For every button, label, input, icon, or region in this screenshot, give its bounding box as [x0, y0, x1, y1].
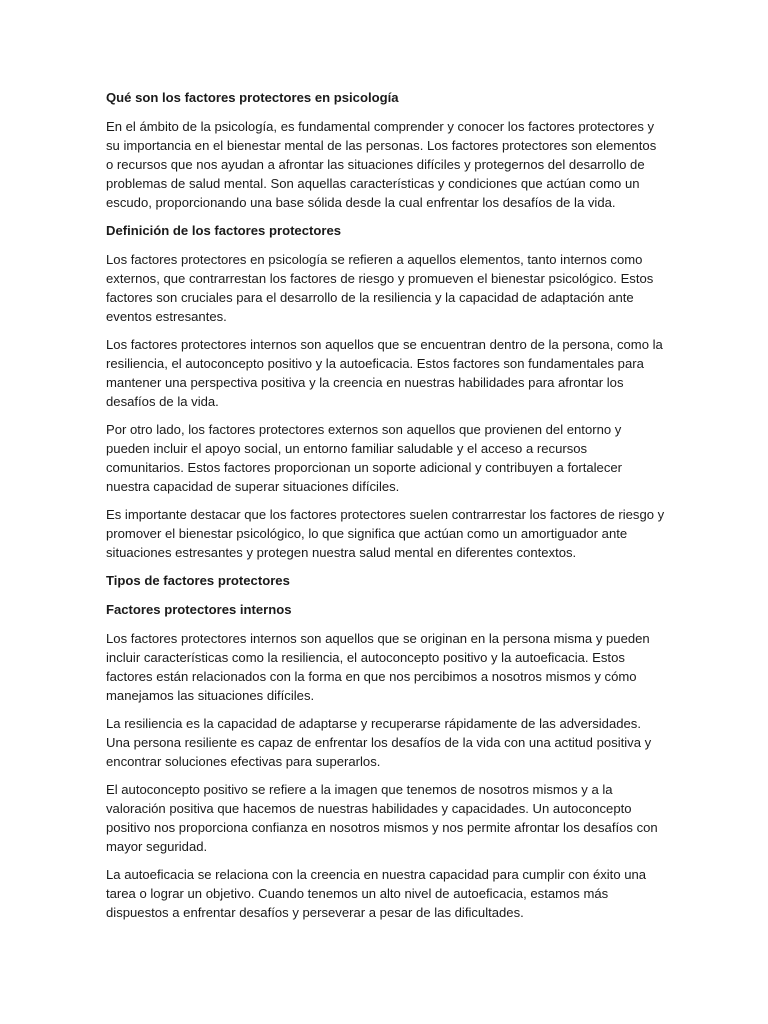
paragraph: En el ámbito de la psicología, es fundamental comprender y conocer los factores protectores y su importancia en el bienestar mental de las personas. Los factores protectores son elementos o recursos que nos ayudan a afrontar las situaciones difíciles y protegernos del desarrollo de problemas de salud mental. Son aquellas características y condiciones que actúan como un escudo, proporcionando una base sólida desde la cual enfrentar los desafíos de la vida. [106, 119, 657, 210]
paragraph: La resiliencia es la capacidad de adaptarse y recuperarse rápidamente de las adversidades. Una persona resiliente es capaz de enfrentar los desafíos de la vida con una actitud positiva y encontrar soluciones efectivas para superarlos. [106, 716, 652, 769]
paragraph: El autoconcepto positivo se refiere a la imagen que tenemos de nosotros mismos y a la valoración positiva que hacemos de nuestras habilidades y capacidades. Un autoconcepto positivo nos proporciona confianza en nosotros mismos y nos permite afrontar los desafíos con mayor seguridad. [106, 782, 658, 854]
section-heading: Qué son los factores protectores en psicología [106, 90, 399, 105]
paragraph: Los factores protectores internos son aquellos que se originan en la persona misma y pueden incluir características como la resiliencia, el autoconcepto positivo y la autoeficacia. Estos factores están relacionados con la forma en que nos percibimos a nosotros mismos y cómo manejamos las situaciones difíciles. [106, 631, 650, 703]
section-heading: Factores protectores internos [106, 602, 292, 617]
document-page [106, 88, 666, 931]
paragraph: Por otro lado, los factores protectores externos son aquellos que provienen del entorno y pueden incluir el apoyo social, un entorno familiar saludable y el acceso a recursos comunitarios. Estos factores proporcionan un soporte adicional y contribuyen a fortalecer nuestra capacidad de superar situaciones difíciles. [106, 422, 623, 494]
section-heading: Tipos de factores protectores [106, 573, 290, 588]
paragraph: Los factores protectores internos son aquellos que se encuentran dentro de la persona, como la resiliencia, el autoconcepto positivo y la autoeficacia. Estos factores son fundamentales para mantener una perspectiva positiva y la creencia en nuestras habilidades para afrontar los desafíos de la vida. [106, 337, 663, 409]
paragraph: La autoeficacia se relaciona con la creencia en nuestra capacidad para cumplir con éxito una tarea o lograr un objetivo. Cuando tenemos un alto nivel de autoeficacia, estamos más dispuestos a enfrentar desafíos y perseverar a pesar de las dificultades. [106, 867, 647, 920]
paragraph: Los factores protectores en psicología se refieren a aquellos elementos, tanto internos como externos, que contrarrestan los factores de riesgo y promueven el bienestar psicológico. Estos factores son cruciales para el desarrollo de la resiliencia y la capacidad de adaptación ante eventos estresantes. [106, 252, 654, 324]
document-body [106, 88, 666, 922]
section-heading: Definición de los factores protectores [106, 223, 342, 238]
paragraph: Es importante destacar que los factores protectores suelen contrarrestar los factores de riesgo y promover el bienestar psicológico, lo que significa que actúan como un amortiguador ante situaciones estresantes y protegen nuestra salud mental en diferentes contextos. [106, 507, 665, 560]
